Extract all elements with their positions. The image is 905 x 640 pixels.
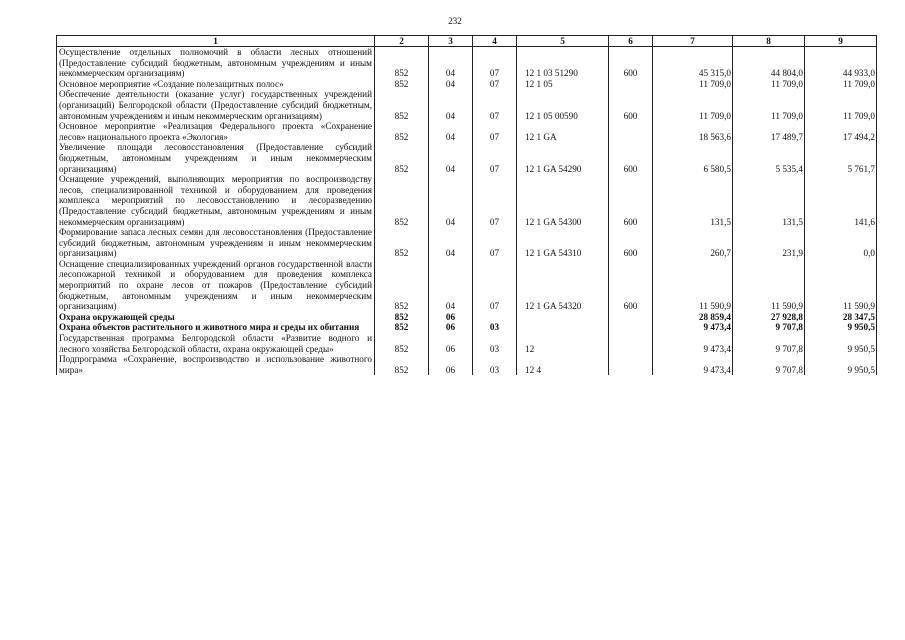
subsection-cell: 07 bbox=[473, 259, 517, 312]
amount-cell: 5 761,7 bbox=[805, 142, 877, 174]
table-row bbox=[57, 47, 877, 79]
amount-cell: 27 928,8 bbox=[733, 312, 805, 323]
column-header: 2 bbox=[375, 36, 429, 47]
amount-cell: 11 590,9 bbox=[653, 259, 733, 312]
expense-type-cell: 600 bbox=[609, 47, 653, 79]
subsection-cell: 07 bbox=[473, 174, 517, 227]
section-cell: 04 bbox=[429, 47, 473, 79]
row-name-cell: Формирование запаса лесных семян для лесовосстановления (Предоставление субсидий бюджетным, автономным учреждениям и иным некоммерческим организациям) bbox=[57, 227, 375, 259]
amount-cell: 131,5 bbox=[733, 174, 805, 227]
amount-cell: 11 590,9 bbox=[733, 259, 805, 312]
target-article-cell: 12 1 05 bbox=[517, 79, 609, 90]
amount-cell: 17 494,2 bbox=[805, 121, 877, 142]
subsection-cell: 07 bbox=[473, 142, 517, 174]
target-article-cell: 12 bbox=[517, 333, 609, 354]
expense-type-cell bbox=[609, 322, 653, 333]
target-article-cell: 12 1 GA bbox=[517, 121, 609, 142]
table-row bbox=[57, 142, 877, 174]
target-article-cell: 12 1 03 51290 bbox=[517, 47, 609, 79]
table-row bbox=[57, 227, 877, 259]
row-name-cell: Оснащение учреждений, выполняющих мероприятия по воспроизводству лесов, специализированной техникой и оборудованием для проведения комплекса мероприятий по лесовосстановлению и лесоразведению (Предоставление субсидий бюджетным, автономным учреждениям и иным некоммерческим организациям) bbox=[57, 174, 375, 227]
section-cell: 04 bbox=[429, 259, 473, 312]
section-cell: 06 bbox=[429, 322, 473, 333]
row-name-cell: Увеличение площади лесовосстановления (Предоставление субсидий бюджетным, автономным учреждениям и иным некоммерческим организациям) bbox=[57, 142, 375, 174]
amount-cell: 0,0 bbox=[805, 227, 877, 259]
amount-cell: 9 473,4 bbox=[653, 333, 733, 354]
column-header: 7 bbox=[653, 36, 733, 47]
admin-code-cell: 852 bbox=[375, 259, 429, 312]
column-header: 9 bbox=[805, 36, 877, 47]
table-row bbox=[57, 79, 877, 90]
section-cell: 04 bbox=[429, 79, 473, 90]
target-article-cell bbox=[517, 322, 609, 333]
table-row bbox=[57, 354, 877, 375]
column-header: 3 bbox=[429, 36, 473, 47]
expense-type-cell: 600 bbox=[609, 174, 653, 227]
target-article-cell: 12 1 GA 54300 bbox=[517, 174, 609, 227]
amount-cell: 44 804,0 bbox=[733, 47, 805, 79]
budget-table bbox=[56, 35, 877, 375]
amount-cell: 11 590,9 bbox=[805, 259, 877, 312]
amount-cell: 9 950,5 bbox=[805, 333, 877, 354]
amount-cell: 6 580,5 bbox=[653, 142, 733, 174]
amount-cell: 9 707,8 bbox=[733, 322, 805, 333]
amount-cell: 11 709,0 bbox=[653, 79, 733, 90]
subsection-cell: 07 bbox=[473, 121, 517, 142]
amount-cell: 9 707,8 bbox=[733, 333, 805, 354]
admin-code-cell: 852 bbox=[375, 354, 429, 375]
row-name-cell: Охрана окружающей среды bbox=[57, 312, 375, 323]
row-name-cell: Оснащение специализированных учреждений органов государственной власти лесопожарной техникой и оборудованием для проведения комплекса мероприятий по охране лесов от пожаров (Предоставление субсидий бюджетным, автономным учреждениям и иным некоммерческим организациям) bbox=[57, 259, 375, 312]
amount-cell: 44 933,0 bbox=[805, 47, 877, 79]
target-article-cell: 12 1 GA 54310 bbox=[517, 227, 609, 259]
subsection-cell: 07 bbox=[473, 47, 517, 79]
expense-type-cell: 600 bbox=[609, 142, 653, 174]
expense-type-cell bbox=[609, 121, 653, 142]
amount-cell: 17 489,7 bbox=[733, 121, 805, 142]
target-article-cell: 12 4 bbox=[517, 354, 609, 375]
amount-cell: 45 315,0 bbox=[653, 47, 733, 79]
amount-cell: 9 950,5 bbox=[805, 354, 877, 375]
row-name-cell: Осуществление отдельных полномочий в области лесных отношений (Предоставление субсидий бюджетным, автономным учреждениям и иным некоммерческим организациям) bbox=[57, 47, 375, 79]
table-row bbox=[57, 121, 877, 142]
admin-code-cell: 852 bbox=[375, 142, 429, 174]
page-number: 232 bbox=[448, 16, 462, 26]
expense-type-cell: 600 bbox=[609, 89, 653, 121]
expense-type-cell bbox=[609, 354, 653, 375]
table-row bbox=[57, 259, 877, 312]
section-cell: 06 bbox=[429, 312, 473, 323]
row-name-cell: Основное мероприятие «Реализация Федерального проекта «Сохранение лесов» национального проекта «Экология» bbox=[57, 121, 375, 142]
expense-type-cell bbox=[609, 79, 653, 90]
admin-code-cell: 852 bbox=[375, 227, 429, 259]
amount-cell: 9 473,4 bbox=[653, 322, 733, 333]
subsection-cell: 07 bbox=[473, 89, 517, 121]
subsection-cell: 07 bbox=[473, 79, 517, 90]
table-header-row bbox=[57, 36, 877, 47]
section-cell: 04 bbox=[429, 142, 473, 174]
subsection-cell: 07 bbox=[473, 227, 517, 259]
table-row bbox=[57, 174, 877, 227]
amount-cell: 9 950,5 bbox=[805, 322, 877, 333]
section-cell: 06 bbox=[429, 354, 473, 375]
amount-cell: 231,9 bbox=[733, 227, 805, 259]
budget-table-container bbox=[56, 35, 876, 375]
admin-code-cell: 852 bbox=[375, 174, 429, 227]
section-cell: 06 bbox=[429, 333, 473, 354]
table-row bbox=[57, 322, 877, 333]
section-cell: 04 bbox=[429, 174, 473, 227]
amount-cell: 11 709,0 bbox=[805, 79, 877, 90]
amount-cell: 5 535,4 bbox=[733, 142, 805, 174]
expense-type-cell bbox=[609, 312, 653, 323]
subsection-cell: 03 bbox=[473, 322, 517, 333]
target-article-cell: 12 1 GA 54320 bbox=[517, 259, 609, 312]
row-name-cell: Обеспечение деятельности (оказание услуг) государственных учреждений (организаций) Белгородской области (Предоставление субсидий бюджетным, автономным учреждениям и иным некоммерческим организациям) bbox=[57, 89, 375, 121]
admin-code-cell: 852 bbox=[375, 312, 429, 323]
admin-code-cell: 852 bbox=[375, 89, 429, 121]
target-article-cell: 12 1 GA 54290 bbox=[517, 142, 609, 174]
row-name-cell: Охрана объектов растительного и животного мира и среды их обитания bbox=[57, 322, 375, 333]
amount-cell: 11 709,0 bbox=[653, 89, 733, 121]
table-row bbox=[57, 333, 877, 354]
expense-type-cell: 600 bbox=[609, 259, 653, 312]
subsection-cell bbox=[473, 312, 517, 323]
amount-cell: 11 709,0 bbox=[805, 89, 877, 121]
admin-code-cell: 852 bbox=[375, 47, 429, 79]
section-cell: 04 bbox=[429, 121, 473, 142]
amount-cell: 28 859,4 bbox=[653, 312, 733, 323]
amount-cell: 9 707,8 bbox=[733, 354, 805, 375]
admin-code-cell: 852 bbox=[375, 79, 429, 90]
subsection-cell: 03 bbox=[473, 354, 517, 375]
amount-cell: 18 563,6 bbox=[653, 121, 733, 142]
admin-code-cell: 852 bbox=[375, 121, 429, 142]
row-name-cell: Государственная программа Белгородской области «Развитие водного и лесного хозяйства Белгородской области, охрана окружающей среды» bbox=[57, 333, 375, 354]
expense-type-cell bbox=[609, 333, 653, 354]
table-row bbox=[57, 312, 877, 323]
section-cell: 04 bbox=[429, 89, 473, 121]
column-header: 8 bbox=[733, 36, 805, 47]
target-article-cell bbox=[517, 312, 609, 323]
section-cell: 04 bbox=[429, 227, 473, 259]
admin-code-cell: 852 bbox=[375, 322, 429, 333]
admin-code-cell: 852 bbox=[375, 333, 429, 354]
amount-cell: 9 473,4 bbox=[653, 354, 733, 375]
amount-cell: 131,5 bbox=[653, 174, 733, 227]
target-article-cell: 12 1 05 00590 bbox=[517, 89, 609, 121]
column-header: 5 bbox=[517, 36, 609, 47]
amount-cell: 141,6 bbox=[805, 174, 877, 227]
amount-cell: 11 709,0 bbox=[733, 89, 805, 121]
amount-cell: 11 709,0 bbox=[733, 79, 805, 90]
amount-cell: 260,7 bbox=[653, 227, 733, 259]
column-header: 4 bbox=[473, 36, 517, 47]
subsection-cell: 03 bbox=[473, 333, 517, 354]
amount-cell: 28 347,5 bbox=[805, 312, 877, 323]
column-header: 1 bbox=[57, 36, 375, 47]
row-name-cell: Основное мероприятие «Создание полезащитных полос» bbox=[57, 79, 375, 90]
table-row bbox=[57, 89, 877, 121]
column-header: 6 bbox=[609, 36, 653, 47]
row-name-cell: Подпрограмма «Сохранение, воспроизводство и использование животного мира» bbox=[57, 354, 375, 375]
expense-type-cell: 600 bbox=[609, 227, 653, 259]
